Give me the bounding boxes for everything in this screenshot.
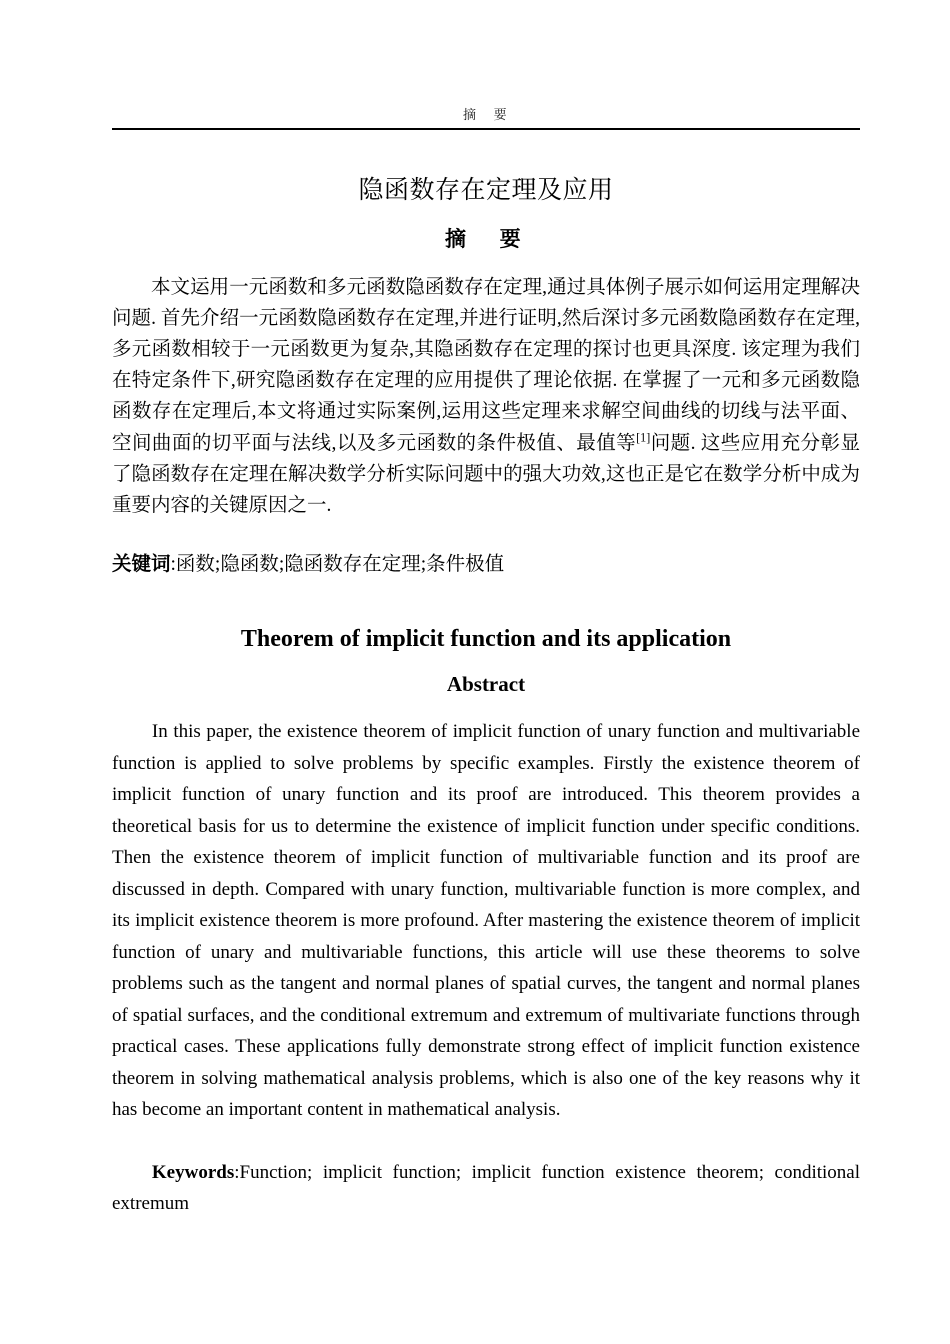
- page-content-column: [112, 0, 860, 1239]
- chinese-abstract-paragraph: [112, 272, 860, 522]
- chinese-keywords-label: 关键词: [112, 554, 171, 576]
- english-abstract-paragraph: In this paper, the existence theorem of implicit function of unary function and multivariable function is applied to solve problems by specific examples. Firstly the existence theorem of implicit function of unary function and its proof are introduced. This theorem provides a theoretical basis for us to determine the existence of implicit function under specific conditions. Then the existence theorem of implicit function of multivariable function and its proof are discussed in depth. Compared with unary function, multivariable function is more complex, and its implicit existence theorem is more profound. After mastering the existence theorem of implicit function of unary and multivariable functions, this article will use these theorems to solve problems such as the tangent and normal planes of spatial curves, the tangent and normal planes of spatial surfaces, and the conditional extremum and extremum of multivariate functions through practical cases. These applications fully demonstrate strong effect of implicit function existence theorem in solving mathematical analysis problems, which is also one of the key reasons why it has become an important content in mathematical analysis.: [112, 721, 860, 1121]
- english-keywords-line: [112, 1157, 860, 1220]
- english-keywords-label: Keywords: [151, 1161, 235, 1183]
- english-keywords-value: :Function; implicit function; implicit function existence theorem; conditional extremum: [112, 1161, 860, 1215]
- citation-marker: [1]: [636, 430, 651, 445]
- english-abstract-heading: Abstract: [446, 672, 526, 697]
- header-divider-rule: [112, 128, 860, 130]
- chinese-keywords-line: [112, 549, 860, 580]
- chinese-keywords-value: :函数;隐函数;隐函数存在定理;条件极值: [170, 554, 505, 576]
- chinese-abstract-text-part2: 问题. 这些应用充分彰显了隐函数存在定理在解决数学分析实际问题中的强大功效,这也正是它在数学分析中成为重要内容的关键原因之一.: [112, 432, 860, 516]
- page-title: 隐函数存在定理及应用: [358, 175, 614, 204]
- english-page-title: Theorem of implicit function and its application: [240, 626, 732, 653]
- chinese-abstract-heading: 摘 要: [445, 227, 527, 252]
- chinese-abstract-text-part1: 本文运用一元函数和多元函数隐函数存在定理,通过具体例子展示如何运用定理解决问题. 首先介绍一元函数隐函数存在定理,并进行证明,然后深讨多元函数隐函数存在定理,多元函数相较于一元函数更为复杂,其隐函数存在定理的探讨也更具深度. 该定理为我们在特定条件下,研究隐函数存在定理的应用提供了理论依据. 在掌握了一元和多元函数隐函数存在定理后,本文将通过实际案例,运用这些定理来求解空间曲线的切线与法平面、空间曲面的切平面与法线,以及多元函数的条件极值、最值等: [112, 276, 860, 454]
- running-header: 摘 要: [462, 107, 510, 122]
